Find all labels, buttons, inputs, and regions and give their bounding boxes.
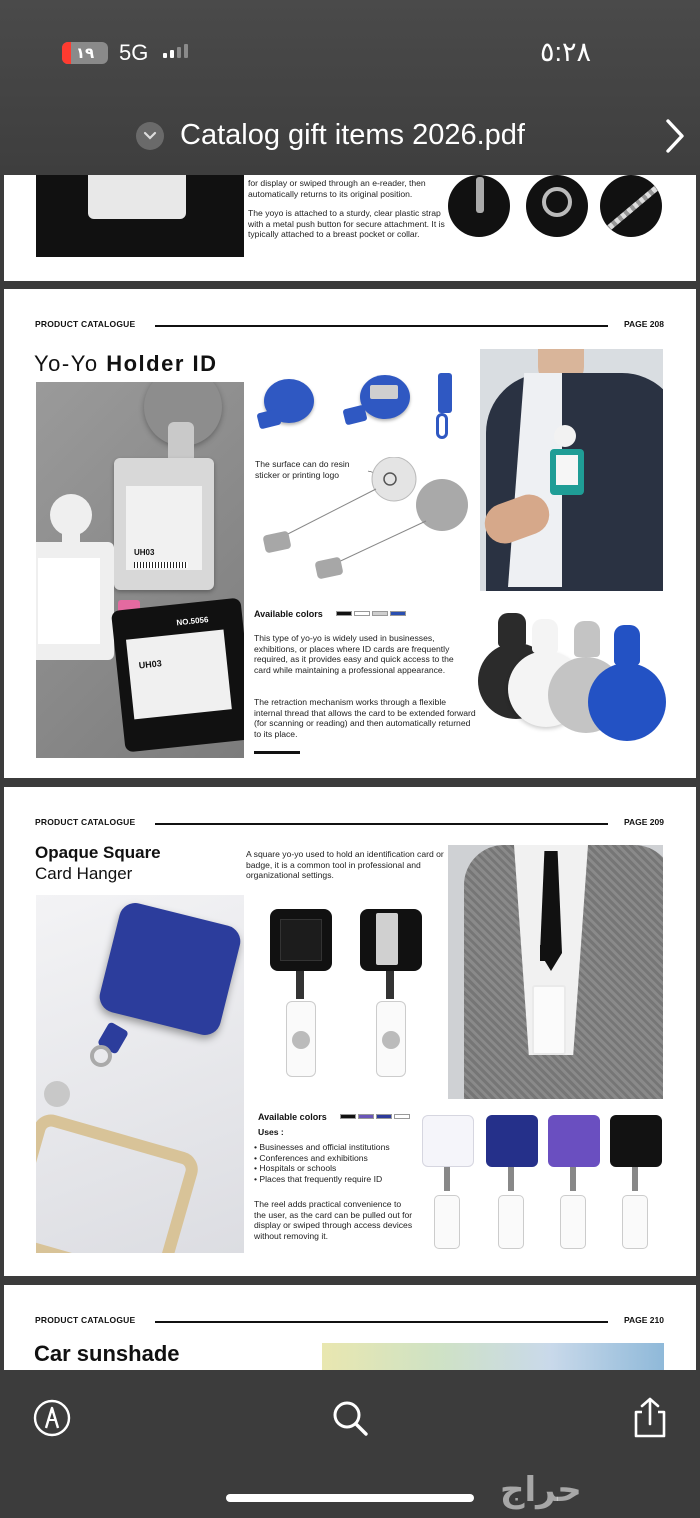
product-image xyxy=(338,369,418,439)
available-colors-label: Available colors xyxy=(254,609,323,619)
available-colors-label: Available colors xyxy=(258,1112,327,1122)
uses-label: Uses : xyxy=(258,1127,284,1137)
product-subtitle: Card Hanger xyxy=(35,864,133,883)
page-header xyxy=(35,817,664,831)
list-item: • Hospitals or schools xyxy=(254,1163,337,1174)
product-image xyxy=(266,907,336,1097)
product-image xyxy=(432,369,462,449)
home-indicator[interactable] xyxy=(226,1494,474,1502)
accent-rule xyxy=(254,751,300,754)
product-title-bold: Holder ID xyxy=(106,351,218,376)
product-thumbnail xyxy=(448,175,510,237)
color-swatch xyxy=(336,611,352,616)
markup-pen-icon[interactable] xyxy=(28,1394,76,1442)
color-swatch xyxy=(390,611,406,616)
surface-note: The surface can do resin sticker or printing logo xyxy=(255,459,350,480)
battery-percent: ١٩ xyxy=(75,45,95,62)
product-photo xyxy=(36,175,244,257)
uses-list xyxy=(254,1142,424,1185)
pdf-page-208 xyxy=(4,289,696,778)
page-header xyxy=(35,1315,664,1329)
catalogue-label: PRODUCT CATALOGUE xyxy=(35,1315,136,1325)
header-rule xyxy=(155,325,608,327)
description-text: The yoyo is attached to a sturdy, clear plastic strap with a metal push button for secure attachment. It is typically attached to a breast pocket or collar. xyxy=(248,208,445,240)
description-text: This type of yo-yo is widely used in businesses, exhibitions, or places where ID cards are frequently required, as it provides easy and quick access to the card while maintaining a professional appearance. xyxy=(254,633,454,676)
signal-icon xyxy=(163,44,188,58)
product-photo xyxy=(36,895,244,1253)
product-photo xyxy=(36,382,244,758)
status-bar xyxy=(0,34,700,70)
list-item: • Businesses and official institutions xyxy=(254,1142,390,1152)
card-text: UH03 xyxy=(138,658,163,671)
product-thumbnail xyxy=(600,175,662,237)
model-photo xyxy=(448,845,663,1099)
page-number: PAGE 208 xyxy=(623,319,664,329)
bottom-toolbar xyxy=(0,1370,700,1518)
network-type: 5G xyxy=(119,40,149,65)
catalogue-label: PRODUCT CATALOGUE xyxy=(35,817,136,827)
product-thumbnail xyxy=(526,175,588,237)
status-time: ٥:٢٨ xyxy=(540,37,592,67)
page-number: PAGE 210 xyxy=(623,1315,664,1325)
watermark-logo: حراج xyxy=(500,1471,582,1509)
product-title: Car sunshade xyxy=(34,1341,180,1366)
page-number: PAGE 209 xyxy=(623,817,664,827)
catalogue-label: PRODUCT CATALOGUE xyxy=(35,319,136,329)
product-title: Opaque Square xyxy=(35,843,161,862)
color-variants-image xyxy=(418,1113,666,1255)
model-photo xyxy=(480,349,663,591)
product-title xyxy=(34,351,218,377)
battery-indicator xyxy=(62,42,108,64)
search-icon[interactable] xyxy=(326,1394,374,1442)
color-swatch xyxy=(340,1114,356,1119)
share-icon[interactable] xyxy=(626,1394,674,1442)
color-variants-image xyxy=(474,599,670,769)
color-swatch xyxy=(376,1114,392,1119)
description-text: The reel adds practical convenience to the user, as the card can be pulled out for display or swiped through access devices without removing it. xyxy=(254,1199,413,1242)
color-swatch xyxy=(394,1114,410,1119)
description-text: for display or swiped through an e-reader, then automatically returns to its original position. xyxy=(248,178,426,199)
product-image xyxy=(356,907,426,1097)
document-title[interactable]: Catalog gift items 2026.pdf xyxy=(180,119,525,151)
card-text: UH03 xyxy=(134,548,155,557)
color-swatches xyxy=(340,1114,410,1119)
product-image xyxy=(256,457,476,597)
document-title-bar xyxy=(0,110,700,162)
top-bar xyxy=(0,0,700,175)
list-item: • Places that frequently require ID xyxy=(254,1174,383,1185)
intro-text: A square yo-yo used to hold an identification card or badge, it is a common tool in professional and organizational settings. xyxy=(246,849,444,881)
list-item: • Conferences and exhibitions xyxy=(254,1152,368,1163)
pdf-page-209 xyxy=(4,787,696,1276)
color-swatches xyxy=(336,611,406,616)
product-image xyxy=(256,369,336,439)
card-text: NO.5056 xyxy=(176,615,209,628)
chevron-down-icon[interactable] xyxy=(136,122,164,150)
product-title-light: Yo-Yo xyxy=(34,351,99,376)
pdf-page-210 xyxy=(4,1285,696,1375)
color-swatch xyxy=(372,611,388,616)
header-rule xyxy=(155,1321,608,1323)
color-swatch xyxy=(358,1114,374,1119)
header-rule xyxy=(155,823,608,825)
chevron-right-icon[interactable] xyxy=(660,116,690,156)
color-swatch xyxy=(354,611,370,616)
pdf-page-207 xyxy=(4,175,696,281)
description-text: The retraction mechanism works through a flexible internal thread that allows the card to be extended forward (for scanning or reading) and then automatically returned to its place. xyxy=(254,697,476,740)
page-header xyxy=(35,319,664,333)
